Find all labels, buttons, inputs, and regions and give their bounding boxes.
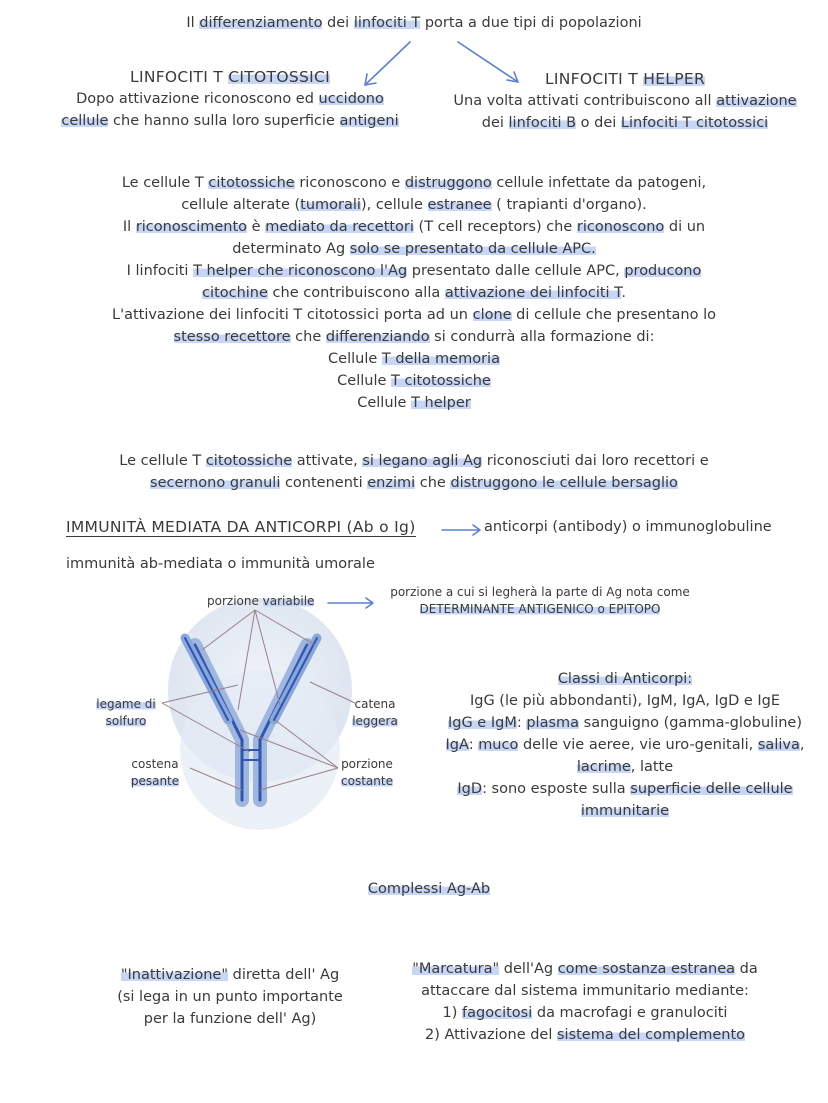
marc-line-1 — [395, 958, 775, 980]
text: riconoscono e — [294, 175, 405, 191]
text: Dopo attivazione riconoscono ed — [76, 91, 319, 107]
highlight: T helper che riconoscono l'Ag — [193, 263, 408, 279]
highlight: linfociti T — [353, 15, 421, 31]
text: presentato dalle cellule APC, — [407, 263, 625, 279]
highlight: uccidono — [318, 91, 384, 107]
text: cellule alterate ( — [181, 197, 301, 213]
p1-line-6: citochine che contribuiscono alla attivazione dei linfociti T. — [202, 285, 626, 301]
text: ), cellule — [360, 197, 428, 213]
paragraph-2 — [0, 450, 828, 494]
text: Una volta attivati contribuiscono all — [453, 93, 717, 109]
text: cellule infettate da patogeni, — [491, 175, 707, 191]
helper-block — [440, 68, 810, 134]
highlight: citotossiche — [205, 453, 293, 469]
text: Il — [122, 219, 136, 235]
text: (T cell receptors) che — [413, 219, 577, 235]
inatt-line-3: per la funzione dell' Ag) — [143, 1011, 317, 1027]
text: : sono esposte sulla — [482, 781, 631, 797]
highlight: clone — [472, 307, 512, 323]
paragraph-1 — [0, 172, 828, 414]
citotossici-title — [45, 66, 415, 88]
highlight: "Inattivazione" — [120, 967, 228, 983]
highlight: lacrime — [576, 759, 631, 775]
highlight: antigeni — [339, 113, 399, 129]
text: , latte — [630, 759, 674, 775]
highlight: superficie delle cellule — [630, 781, 793, 797]
text: LINFOCITI T — [544, 70, 644, 88]
text: dei — [481, 115, 509, 131]
text: contenenti — [280, 475, 368, 491]
classi-title: Classi di Anticorpi: — [557, 671, 693, 687]
marcatura-block — [395, 958, 775, 1046]
highlight: T citotossiche — [391, 373, 491, 389]
highlight: T helper — [411, 395, 471, 411]
highlight: sistema del complemento — [556, 1027, 746, 1043]
citotossici-line-1 — [45, 88, 415, 110]
text: dei — [322, 15, 354, 31]
highlight: DETERMINANTE ANTIGENICO o EPITOPO — [419, 602, 661, 616]
text: sanguigno (gamma-globuline) — [579, 715, 803, 731]
highlight: T della memoria — [381, 351, 500, 367]
highlight: mediato da recettori — [265, 219, 414, 235]
note-line-1: porzione a cui si legherà la parte di Ag nota come — [390, 585, 690, 599]
highlight: differenziando — [325, 329, 430, 345]
text: si condurrà alla formazione di: — [429, 329, 655, 345]
text: catena — [354, 697, 396, 711]
text: da macrofagi e granulociti — [532, 1005, 728, 1021]
p1-line-1 — [0, 172, 828, 194]
highlight: costante — [341, 774, 393, 788]
highlight: distruggono — [404, 175, 492, 191]
text: che contribuiscono alla — [267, 285, 445, 301]
p2-line-1 — [0, 450, 828, 472]
text: 2) Attivazione del — [424, 1027, 557, 1043]
p1-line-11 — [0, 392, 828, 414]
label-costante — [330, 756, 404, 790]
marc-line-2: attaccare dal sistema immunitario mediante: — [421, 983, 749, 999]
label-catena — [340, 696, 410, 730]
text: I linfociti — [126, 263, 194, 279]
citotossici-block — [45, 66, 415, 132]
highlight: leggera — [352, 714, 398, 728]
text: 1) — [442, 1005, 463, 1021]
classi-block — [430, 668, 820, 822]
highlight: differenziamento — [199, 15, 323, 31]
highlight: citotossiche — [208, 175, 295, 191]
highlight: CITOTOSSICI — [228, 68, 330, 86]
highlight: variabile — [262, 594, 315, 608]
immunita-title — [66, 516, 416, 538]
highlight: saliva — [757, 737, 800, 753]
classi-line-5 — [430, 778, 820, 800]
variabile-arrow-icon — [325, 593, 385, 613]
immunita-sub: immunità ab-mediata o immunità umorale — [66, 556, 375, 572]
helper-title — [440, 68, 810, 90]
text: è — [247, 219, 266, 235]
text: attivate, — [292, 453, 363, 469]
highlight: enzimi — [367, 475, 416, 491]
highlight: plasma — [526, 715, 580, 731]
highlight: IgA — [445, 737, 469, 753]
p2-line-2 — [0, 472, 828, 494]
highlight: "Marcatura" — [412, 961, 500, 977]
highlight: Linfociti T citotossici — [620, 115, 769, 131]
text: L'attivazione dei linfociti T citotossici porta ad un — [112, 307, 473, 323]
highlight: linfociti B — [508, 115, 577, 131]
highlight: attivazione — [716, 93, 797, 109]
highlight: stesso recettore — [173, 329, 291, 345]
text: da — [735, 961, 758, 977]
text: che — [290, 329, 326, 345]
label-legame — [88, 696, 164, 730]
classi-line-3: IgA: muco delle vie aeree, vie uro-genitali, saliva, — [445, 737, 805, 753]
p1-line-3 — [0, 216, 828, 238]
highlight: riconoscono — [576, 219, 665, 235]
classi-line-6: immunitarie — [580, 803, 670, 819]
highlight: distruggono le cellule bersaglio — [450, 475, 678, 491]
inatt-line-1 — [100, 964, 360, 986]
text: delle vie aeree, vie uro-genitali, — [518, 737, 758, 753]
text: Il — [186, 15, 200, 31]
highlight: citochine — [202, 285, 268, 301]
highlight: fagocitosi — [462, 1005, 533, 1021]
highlight: secernono granuli — [150, 475, 281, 491]
classi-line-2 — [430, 712, 820, 734]
text: di un — [664, 219, 706, 235]
text: Cellule — [337, 373, 392, 389]
p1-line-9 — [0, 348, 828, 370]
immunita-right: anticorpi (antibody) o immunoglobuline — [484, 519, 772, 535]
highlight: HELPER — [643, 70, 706, 88]
text: di cellule che presentano lo — [511, 307, 716, 323]
text: porzione — [207, 594, 263, 608]
p1-line-8 — [0, 326, 828, 348]
p1-line-10 — [0, 370, 828, 392]
text: ( trapianti d'organo). — [491, 197, 647, 213]
highlight: IgD — [457, 781, 483, 797]
text: Le cellule T — [119, 453, 206, 469]
highlight: solo se presentato da cellule APC. — [349, 241, 596, 257]
text: o dei — [576, 115, 621, 131]
text: porta a due tipi di popolazioni — [420, 15, 642, 31]
text: che hanno sulla loro superficie — [108, 113, 340, 129]
text: riconosciuti dai loro recettori e — [482, 453, 709, 469]
p1-line-5 — [0, 260, 828, 282]
text: costena — [131, 757, 179, 771]
classi-line-1: IgG (le più abbondanti), IgM, IgA, IgD e IgE — [469, 693, 781, 709]
highlight: pesante — [130, 774, 180, 788]
inattivazione-block — [100, 964, 360, 1030]
section-title: IMMUNITÀ MEDIATA DA ANTICORPI (Ab o Ig) — [66, 518, 416, 536]
highlight: producono — [624, 263, 702, 279]
helper-line-1 — [440, 90, 810, 112]
p1-line-7 — [0, 304, 828, 326]
label-costena — [120, 756, 190, 790]
citotossici-line-2 — [45, 110, 415, 132]
highlight: IgG e IgM — [447, 715, 517, 731]
helper-line-2 — [440, 112, 810, 134]
highlight: muco — [478, 737, 519, 753]
text: LINFOCITI T — [130, 68, 229, 86]
text: Cellule — [328, 351, 382, 367]
text: porzione — [341, 757, 393, 771]
marc-line-4 — [395, 1024, 775, 1046]
epitopo-note — [380, 584, 700, 618]
text: diretta dell' Ag — [228, 967, 340, 983]
highlight: attivazione dei linfociti T — [444, 285, 622, 301]
highlight: Complessi Ag-Ab — [367, 881, 491, 897]
text: che — [415, 475, 451, 491]
inatt-line-2: (si lega in un punto importante — [117, 989, 343, 1005]
p1-line-4 — [0, 238, 828, 260]
highlight: solfuro — [105, 714, 147, 728]
highlight: estranee — [427, 197, 492, 213]
classi-line-4 — [430, 756, 820, 778]
highlight: cellule — [61, 113, 109, 129]
p1-line-2 — [0, 194, 828, 216]
marc-line-3 — [395, 1002, 775, 1024]
highlight: riconoscimento — [135, 219, 248, 235]
text: Cellule — [357, 395, 412, 411]
label-variabile — [207, 594, 314, 608]
highlight: legame di — [96, 697, 156, 711]
text: Le cellule T — [121, 175, 209, 191]
highlight: si legano agli Ag — [362, 453, 483, 469]
highlight: tumorali — [300, 197, 361, 213]
text: determinato Ag — [232, 241, 350, 257]
text: : — [516, 715, 527, 731]
complessi-title — [0, 878, 828, 900]
text: : — [468, 737, 479, 753]
highlight: come sostanza estranea — [557, 961, 736, 977]
text: dell'Ag — [499, 961, 558, 977]
